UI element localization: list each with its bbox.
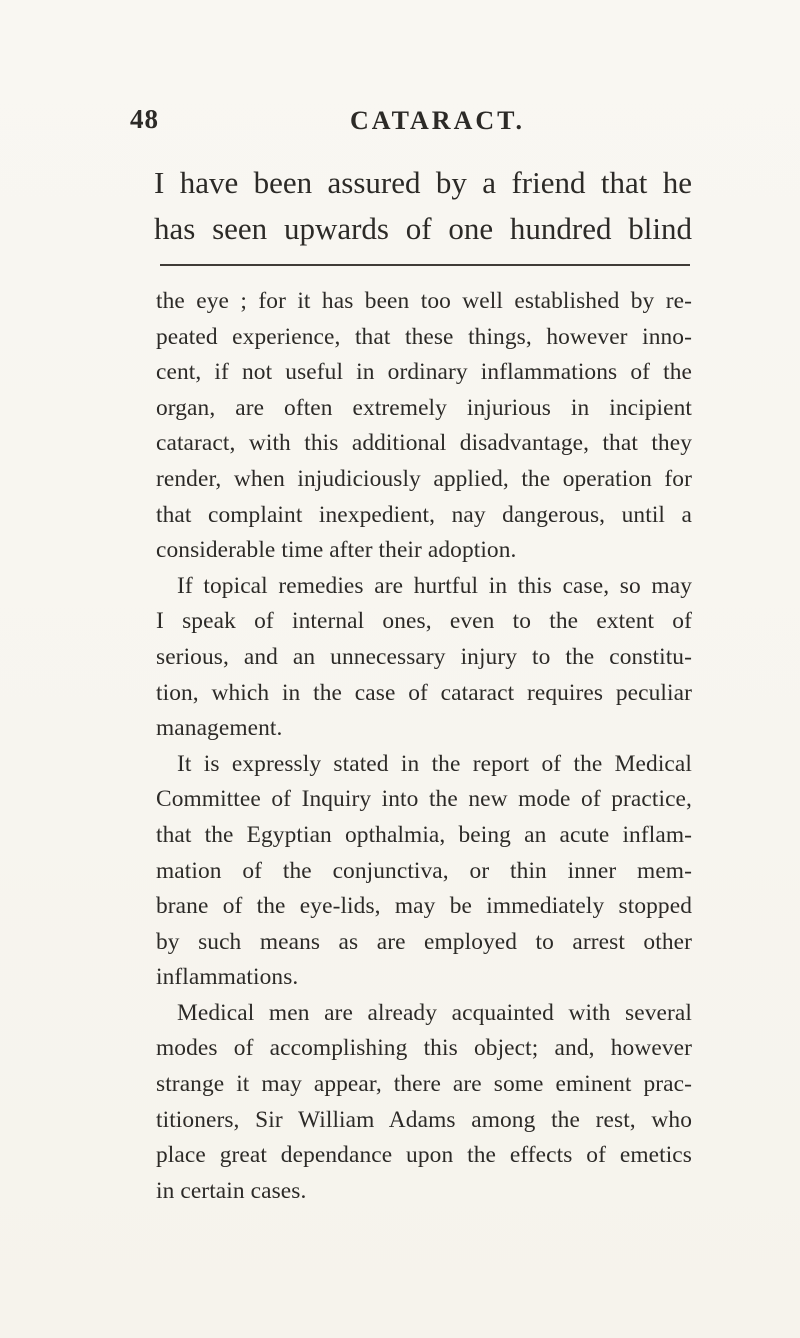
text-line: tion, which in the case of cataract requires peculiar: [156, 679, 692, 706]
text-line: organ, are often extremely injurious in incipient: [156, 394, 692, 421]
running-head: CATARACT.: [350, 106, 526, 135]
section-divider: [160, 264, 690, 266]
text-line: brane of the eye-lids, may be immediately stopped: [156, 893, 692, 920]
text-line: peated experience, that these things, however inno-: [156, 323, 692, 350]
text-line: modes of accomplishing this object; and, however: [156, 1035, 692, 1062]
text-line: that complaint inexpedient, nay dangerous, until a: [156, 501, 692, 528]
text-line: It is expressly stated in the report of the Medical: [177, 750, 692, 777]
text-line: Medical men are already acquainted with several: [177, 999, 692, 1026]
text-line: considerable time after their adoption.: [156, 537, 517, 564]
intro-line: I have been assured by a friend that he: [154, 165, 692, 200]
page-number: 48: [130, 104, 159, 134]
text-line: by such means as are employed to arrest other: [156, 928, 692, 955]
text-line: serious, and an unnecessary injury to the constitu-: [156, 643, 692, 670]
text-line: inflammations.: [156, 964, 299, 991]
page-header: [130, 104, 690, 140]
text-line: management.: [156, 715, 283, 742]
text-line: cent, if not useful in ordinary inflammations of the: [156, 359, 692, 386]
text-line: Committee of Inquiry into the new mode of practice,: [156, 786, 692, 813]
text-line: in certain cases.: [156, 1177, 307, 1204]
text-line: the eye ; for it has been too well established by re-: [156, 288, 692, 314]
text-line: strange it may appear, there are some eminent prac-: [156, 1071, 692, 1098]
intro-paragraph: [154, 160, 692, 252]
text-line: titioners, Sir William Adams among the rest, who: [156, 1106, 692, 1133]
text-line: mation of the conjunctiva, or thin inner mem-: [156, 857, 692, 884]
text-line: place great dependance upon the effects of emetics: [156, 1142, 692, 1169]
text-line: If topical remedies are hurtful in this case, so may: [177, 572, 692, 599]
text-line: I speak of internal ones, even to the extent of: [156, 608, 692, 635]
text-line: that the Egyptian opthalmia, being an acute inflam-: [156, 821, 692, 848]
body-text: [156, 284, 692, 1209]
text-line: cataract, with this additional disadvantage, that they: [156, 430, 692, 457]
intro-line: has seen upwards of one hundred blind: [154, 211, 692, 246]
text-line: render, when injudiciously applied, the operation for: [156, 465, 692, 492]
